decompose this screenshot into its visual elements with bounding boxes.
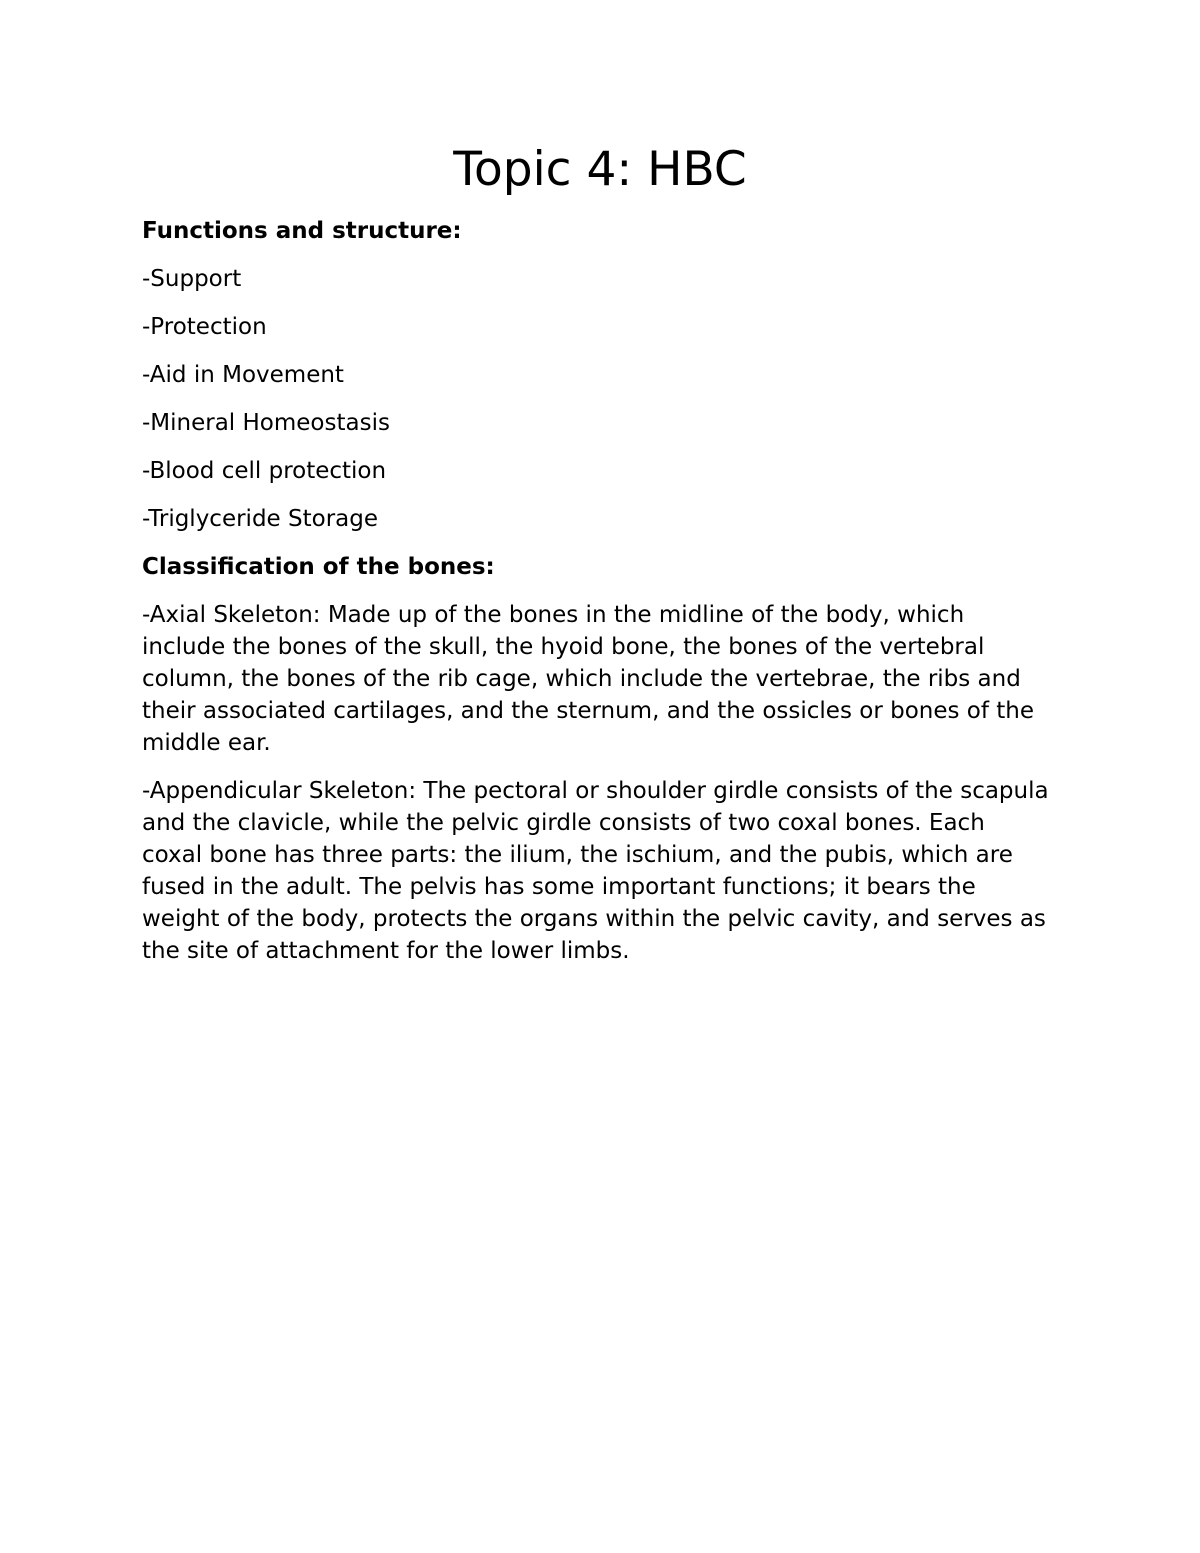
functions-list <box>142 263 1072 535</box>
list-item: -Support <box>142 266 242 292</box>
list-item: -Aid in Movement <box>142 362 344 388</box>
list-item: -Blood cell protection <box>142 458 387 484</box>
functions-heading: Functions and structure: <box>142 218 462 244</box>
appendicular-skeleton-paragraph: -Appendicular Skeleton: The pectoral or shoulder girdle consists of the scapula and the clavicle, while the pelvic girdle consists of two coxal bones. Each coxal bone has three parts: the ilium, the ischium, and the pubis, which are fused in the adult. The pelvis has some important functions; it bears the weight of the body, protects the organs within the pelvic cavity, and serves as the site of attachment for the lower limbs. <box>142 778 1049 964</box>
list-item: -Protection <box>142 314 267 340</box>
document-body <box>142 215 1072 983</box>
document-title: Topic 4: HBC <box>453 142 747 197</box>
list-item: -Mineral Homeostasis <box>142 410 390 436</box>
axial-skeleton-paragraph: -Axial Skeleton: Made up of the bones in the midline of the body, which include the bones of the skull, the hyoid bone, the bones of the vertebral column, the bones of the rib cage, which include the vertebrae, the ribs and their associated cartilages, and the sternum, and the ossicles or bones of the middle ear. <box>142 602 1035 756</box>
classification-heading: Classification of the bones: <box>142 554 495 580</box>
list-item: -Triglyceride Storage <box>142 506 378 532</box>
